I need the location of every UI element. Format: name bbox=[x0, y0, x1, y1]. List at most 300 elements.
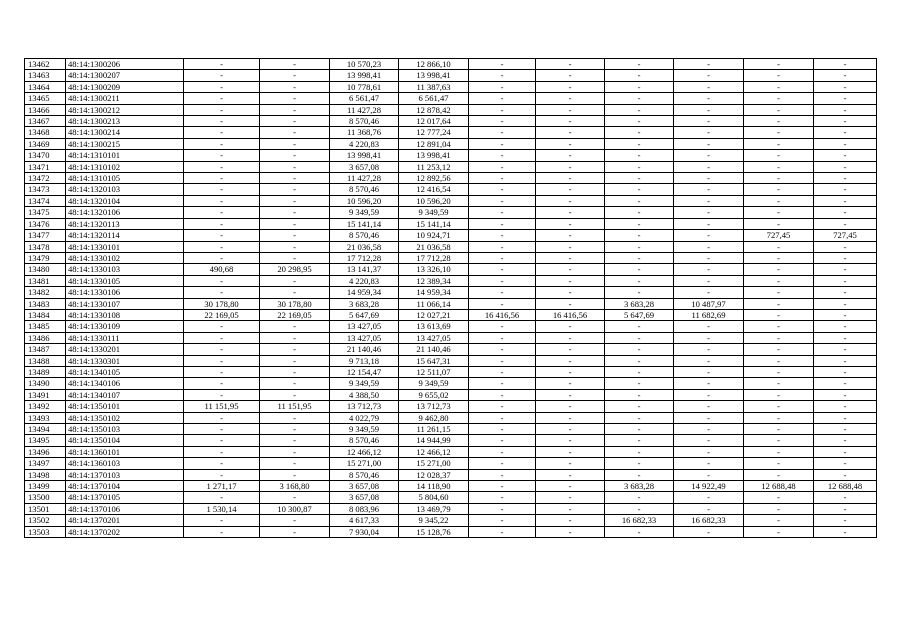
value-cell: 4 022,79 bbox=[330, 412, 399, 423]
value-cell: - bbox=[814, 173, 877, 184]
row-number-cell: 13476 bbox=[25, 218, 66, 229]
row-number-cell: 13474 bbox=[25, 195, 66, 206]
row-number-cell: 13464 bbox=[25, 81, 66, 92]
value-cell: - bbox=[469, 355, 536, 366]
row-number-cell: 13493 bbox=[25, 412, 66, 423]
value-cell: - bbox=[469, 59, 536, 70]
value-cell: - bbox=[674, 287, 744, 298]
value-cell: - bbox=[184, 378, 260, 389]
table-row bbox=[25, 150, 877, 161]
row-number-cell: 13470 bbox=[25, 150, 66, 161]
value-cell: 6 561,47 bbox=[330, 93, 399, 104]
value-cell: - bbox=[184, 355, 260, 366]
cadastral-number-cell: 48:14:1320113 bbox=[66, 218, 184, 229]
value-cell: 12 866,10 bbox=[399, 59, 469, 70]
value-cell: 15 141,14 bbox=[330, 218, 399, 229]
value-cell: - bbox=[260, 355, 330, 366]
value-cell: - bbox=[744, 116, 814, 127]
value-cell: 12 511,07 bbox=[399, 366, 469, 377]
value-cell: - bbox=[260, 412, 330, 423]
value-cell: 3 657,08 bbox=[330, 492, 399, 503]
value-cell: 11 427,28 bbox=[330, 173, 399, 184]
value-cell: - bbox=[605, 344, 674, 355]
value-cell: - bbox=[469, 458, 536, 469]
value-cell: - bbox=[814, 366, 877, 377]
value-cell: 14 944,99 bbox=[399, 435, 469, 446]
value-cell: 12 389,34 bbox=[399, 275, 469, 286]
value-cell: 7 930,04 bbox=[330, 526, 399, 537]
value-cell: - bbox=[184, 469, 260, 480]
value-cell: - bbox=[744, 378, 814, 389]
table-row bbox=[25, 492, 877, 503]
value-cell: - bbox=[814, 446, 877, 457]
value-cell: 4 617,33 bbox=[330, 515, 399, 526]
value-cell: - bbox=[814, 355, 877, 366]
row-number-cell: 13462 bbox=[25, 59, 66, 70]
value-cell: - bbox=[605, 230, 674, 241]
table-row bbox=[25, 161, 877, 172]
value-cell: 12 154,47 bbox=[330, 366, 399, 377]
value-cell: - bbox=[184, 161, 260, 172]
value-cell: - bbox=[674, 241, 744, 252]
value-cell: - bbox=[674, 150, 744, 161]
value-cell: - bbox=[260, 127, 330, 138]
value-cell: 13 712,73 bbox=[399, 401, 469, 412]
value-cell: - bbox=[674, 138, 744, 149]
value-cell: 1 530,14 bbox=[184, 503, 260, 514]
value-cell: - bbox=[469, 230, 536, 241]
row-number-cell: 13496 bbox=[25, 446, 66, 457]
table-row bbox=[25, 173, 877, 184]
value-cell: - bbox=[184, 332, 260, 343]
value-cell: 4 220,83 bbox=[330, 275, 399, 286]
value-cell: 15 271,00 bbox=[330, 458, 399, 469]
value-cell: 5 647,69 bbox=[605, 309, 674, 320]
value-cell: - bbox=[184, 116, 260, 127]
value-cell: - bbox=[184, 184, 260, 195]
value-cell: - bbox=[605, 435, 674, 446]
value-cell: - bbox=[184, 70, 260, 81]
value-cell: 1 271,17 bbox=[184, 481, 260, 492]
value-cell: - bbox=[469, 275, 536, 286]
cadastral-number-cell: 48:14:1300207 bbox=[66, 70, 184, 81]
value-cell: - bbox=[469, 150, 536, 161]
value-cell: - bbox=[605, 503, 674, 514]
value-cell: - bbox=[744, 150, 814, 161]
value-cell: - bbox=[674, 275, 744, 286]
value-cell: - bbox=[605, 287, 674, 298]
value-cell: - bbox=[744, 515, 814, 526]
value-cell: - bbox=[744, 526, 814, 537]
row-number-cell: 13487 bbox=[25, 344, 66, 355]
value-cell: - bbox=[536, 515, 605, 526]
value-cell: - bbox=[814, 138, 877, 149]
value-cell: - bbox=[605, 138, 674, 149]
value-cell: 12 892,56 bbox=[399, 173, 469, 184]
value-cell: - bbox=[184, 241, 260, 252]
value-cell: - bbox=[536, 287, 605, 298]
row-number-cell: 13502 bbox=[25, 515, 66, 526]
value-cell: - bbox=[184, 389, 260, 400]
value-cell: - bbox=[536, 389, 605, 400]
value-cell: - bbox=[260, 344, 330, 355]
value-cell: - bbox=[605, 184, 674, 195]
table-row bbox=[25, 424, 877, 435]
value-cell: - bbox=[605, 332, 674, 343]
value-cell: 10 924,71 bbox=[399, 230, 469, 241]
cadastral-number-cell: 48:14:1370106 bbox=[66, 503, 184, 514]
cadastral-number-cell: 48:14:1330106 bbox=[66, 287, 184, 298]
value-cell: - bbox=[744, 366, 814, 377]
value-cell: 11 151,95 bbox=[184, 401, 260, 412]
value-cell: 3 657,08 bbox=[330, 161, 399, 172]
value-cell: - bbox=[814, 104, 877, 115]
row-number-cell: 13495 bbox=[25, 435, 66, 446]
value-cell: - bbox=[814, 81, 877, 92]
value-cell: - bbox=[744, 435, 814, 446]
value-cell: 8 570,46 bbox=[330, 469, 399, 480]
value-cell: - bbox=[744, 389, 814, 400]
value-cell: - bbox=[536, 81, 605, 92]
value-cell: - bbox=[605, 275, 674, 286]
value-cell: 13 998,41 bbox=[330, 150, 399, 161]
row-number-cell: 13480 bbox=[25, 264, 66, 275]
cadastral-number-cell: 48:14:1310102 bbox=[66, 161, 184, 172]
value-cell: - bbox=[744, 492, 814, 503]
value-cell: 14 959,34 bbox=[330, 287, 399, 298]
value-cell: 13 141,37 bbox=[330, 264, 399, 275]
row-number-cell: 13481 bbox=[25, 275, 66, 286]
row-number-cell: 13500 bbox=[25, 492, 66, 503]
value-cell: - bbox=[469, 492, 536, 503]
value-cell: - bbox=[814, 401, 877, 412]
value-cell: - bbox=[536, 298, 605, 309]
table-row bbox=[25, 389, 877, 400]
value-cell: - bbox=[744, 161, 814, 172]
table-row bbox=[25, 195, 877, 206]
value-cell: - bbox=[536, 332, 605, 343]
value-cell: - bbox=[260, 93, 330, 104]
table-row bbox=[25, 59, 877, 70]
value-cell: - bbox=[260, 195, 330, 206]
value-cell: - bbox=[814, 207, 877, 218]
cadastral-number-cell: 48:14:1320103 bbox=[66, 184, 184, 195]
value-cell: - bbox=[260, 378, 330, 389]
row-number-cell: 13478 bbox=[25, 241, 66, 252]
value-cell: - bbox=[814, 298, 877, 309]
value-cell: - bbox=[814, 150, 877, 161]
value-cell: - bbox=[744, 264, 814, 275]
value-cell: - bbox=[744, 401, 814, 412]
value-cell: - bbox=[814, 526, 877, 537]
row-number-cell: 13477 bbox=[25, 230, 66, 241]
cadastral-number-cell: 48:14:1350101 bbox=[66, 401, 184, 412]
table-row bbox=[25, 309, 877, 320]
value-cell: - bbox=[536, 264, 605, 275]
cadastral-number-cell: 48:14:1340106 bbox=[66, 378, 184, 389]
value-cell: - bbox=[260, 515, 330, 526]
value-cell: - bbox=[814, 344, 877, 355]
value-cell: - bbox=[605, 492, 674, 503]
value-cell: - bbox=[536, 378, 605, 389]
value-cell: - bbox=[814, 59, 877, 70]
value-cell: - bbox=[536, 446, 605, 457]
value-cell: - bbox=[260, 207, 330, 218]
cadastral-number-cell: 48:14:1320114 bbox=[66, 230, 184, 241]
table-row bbox=[25, 93, 877, 104]
table-row bbox=[25, 503, 877, 514]
table-row bbox=[25, 184, 877, 195]
cadastral-number-cell: 48:14:1340105 bbox=[66, 366, 184, 377]
cadastral-number-cell: 48:14:1370104 bbox=[66, 481, 184, 492]
value-cell: - bbox=[536, 355, 605, 366]
value-cell: 22 169,05 bbox=[184, 309, 260, 320]
value-cell: - bbox=[674, 366, 744, 377]
value-cell: 14 959,34 bbox=[399, 287, 469, 298]
row-number-cell: 13468 bbox=[25, 127, 66, 138]
value-cell: - bbox=[744, 59, 814, 70]
cadastral-number-cell: 48:14:1360101 bbox=[66, 446, 184, 457]
row-number-cell: 13473 bbox=[25, 184, 66, 195]
value-cell: - bbox=[605, 366, 674, 377]
cadastral-number-cell: 48:14:1350104 bbox=[66, 435, 184, 446]
value-cell: 8 570,46 bbox=[330, 230, 399, 241]
cadastral-number-cell: 48:14:1320106 bbox=[66, 207, 184, 218]
value-cell: - bbox=[814, 287, 877, 298]
value-cell: 15 128,76 bbox=[399, 526, 469, 537]
value-cell: 17 712,28 bbox=[330, 252, 399, 263]
value-cell: - bbox=[674, 173, 744, 184]
value-cell: - bbox=[184, 127, 260, 138]
cadastral-number-cell: 48:14:1300213 bbox=[66, 116, 184, 127]
cadastral-number-cell: 48:14:1330103 bbox=[66, 264, 184, 275]
value-cell: 12 027,21 bbox=[399, 309, 469, 320]
value-cell: - bbox=[814, 503, 877, 514]
value-cell: - bbox=[184, 515, 260, 526]
value-cell: - bbox=[814, 412, 877, 423]
value-cell: - bbox=[605, 401, 674, 412]
value-cell: - bbox=[184, 81, 260, 92]
value-cell: 13 427,05 bbox=[330, 321, 399, 332]
value-cell: - bbox=[605, 104, 674, 115]
value-cell: - bbox=[605, 241, 674, 252]
value-cell: - bbox=[184, 252, 260, 263]
value-cell: - bbox=[605, 173, 674, 184]
table-row bbox=[25, 81, 877, 92]
value-cell: - bbox=[605, 321, 674, 332]
cadastral-number-cell: 48:14:1310101 bbox=[66, 150, 184, 161]
value-cell: - bbox=[674, 378, 744, 389]
table-row bbox=[25, 344, 877, 355]
value-cell: - bbox=[536, 104, 605, 115]
value-cell: - bbox=[814, 309, 877, 320]
value-cell: - bbox=[814, 469, 877, 480]
value-cell: - bbox=[814, 458, 877, 469]
value-cell: - bbox=[469, 503, 536, 514]
table-row bbox=[25, 138, 877, 149]
value-cell: 13 998,41 bbox=[399, 70, 469, 81]
value-cell: - bbox=[605, 252, 674, 263]
value-cell: - bbox=[605, 264, 674, 275]
cadastral-number-cell: 48:14:1300206 bbox=[66, 59, 184, 70]
value-cell: 30 178,80 bbox=[260, 298, 330, 309]
value-cell: - bbox=[260, 492, 330, 503]
value-cell: - bbox=[469, 332, 536, 343]
value-cell: - bbox=[469, 161, 536, 172]
value-cell: - bbox=[260, 230, 330, 241]
row-number-cell: 13482 bbox=[25, 287, 66, 298]
value-cell: - bbox=[536, 435, 605, 446]
value-cell: - bbox=[744, 241, 814, 252]
value-cell: 12 878,42 bbox=[399, 104, 469, 115]
value-cell: - bbox=[605, 93, 674, 104]
value-cell: - bbox=[744, 104, 814, 115]
value-cell: - bbox=[605, 161, 674, 172]
cadastral-number-cell: 48:14:1360103 bbox=[66, 458, 184, 469]
table-row bbox=[25, 104, 877, 115]
value-cell: 9 349,59 bbox=[330, 207, 399, 218]
table-row bbox=[25, 332, 877, 343]
value-cell: - bbox=[605, 59, 674, 70]
value-cell: - bbox=[184, 138, 260, 149]
cadastral-number-cell: 48:14:1300209 bbox=[66, 81, 184, 92]
value-cell: - bbox=[605, 218, 674, 229]
value-cell: - bbox=[674, 195, 744, 206]
value-cell: - bbox=[536, 366, 605, 377]
value-cell: - bbox=[605, 389, 674, 400]
value-cell: - bbox=[536, 150, 605, 161]
value-cell: - bbox=[814, 332, 877, 343]
cadastral-number-cell: 48:14:1300215 bbox=[66, 138, 184, 149]
value-cell: - bbox=[674, 435, 744, 446]
value-cell: - bbox=[744, 355, 814, 366]
table-row bbox=[25, 469, 877, 480]
row-number-cell: 13491 bbox=[25, 389, 66, 400]
value-cell: - bbox=[814, 515, 877, 526]
value-cell: - bbox=[814, 195, 877, 206]
value-cell: - bbox=[469, 446, 536, 457]
table-row bbox=[25, 401, 877, 412]
value-cell: - bbox=[674, 264, 744, 275]
value-cell: - bbox=[469, 116, 536, 127]
value-cell: 10 487,97 bbox=[674, 298, 744, 309]
value-cell: - bbox=[536, 424, 605, 435]
table-row bbox=[25, 481, 877, 492]
value-cell: - bbox=[469, 378, 536, 389]
value-cell: - bbox=[605, 70, 674, 81]
value-cell: - bbox=[260, 173, 330, 184]
value-cell: - bbox=[744, 127, 814, 138]
cadastral-number-cell: 48:14:1330109 bbox=[66, 321, 184, 332]
value-cell: - bbox=[536, 127, 605, 138]
value-cell: - bbox=[744, 309, 814, 320]
value-cell: 3 657,08 bbox=[330, 481, 399, 492]
table-row bbox=[25, 275, 877, 286]
value-cell: - bbox=[260, 469, 330, 480]
value-cell: - bbox=[536, 230, 605, 241]
table-row bbox=[25, 287, 877, 298]
cadastral-number-cell: 48:14:1370105 bbox=[66, 492, 184, 503]
value-cell: - bbox=[674, 321, 744, 332]
table-row bbox=[25, 321, 877, 332]
value-cell: - bbox=[814, 127, 877, 138]
value-cell: - bbox=[536, 195, 605, 206]
table-row bbox=[25, 435, 877, 446]
value-cell: - bbox=[184, 446, 260, 457]
value-cell: - bbox=[536, 161, 605, 172]
row-number-cell: 13475 bbox=[25, 207, 66, 218]
value-cell: - bbox=[674, 70, 744, 81]
value-cell: 12 017,64 bbox=[399, 116, 469, 127]
value-cell: - bbox=[184, 412, 260, 423]
value-cell: - bbox=[260, 138, 330, 149]
value-cell: 9 713,18 bbox=[330, 355, 399, 366]
value-cell: 13 998,41 bbox=[399, 150, 469, 161]
value-cell: - bbox=[744, 412, 814, 423]
value-cell: 13 469,79 bbox=[399, 503, 469, 514]
value-cell: - bbox=[605, 355, 674, 366]
value-cell: - bbox=[184, 104, 260, 115]
value-cell: - bbox=[260, 184, 330, 195]
value-cell: - bbox=[744, 446, 814, 457]
cadastral-number-cell: 48:14:1350103 bbox=[66, 424, 184, 435]
value-cell: - bbox=[674, 469, 744, 480]
value-cell: - bbox=[184, 492, 260, 503]
cadastral-number-cell: 48:14:1350102 bbox=[66, 412, 184, 423]
value-cell: 8 083,96 bbox=[330, 503, 399, 514]
cadastral-number-cell: 48:14:1370201 bbox=[66, 515, 184, 526]
value-cell: 20 298,95 bbox=[260, 264, 330, 275]
row-number-cell: 13485 bbox=[25, 321, 66, 332]
value-cell: - bbox=[260, 81, 330, 92]
value-cell: - bbox=[674, 332, 744, 343]
cadastral-number-cell: 48:14:1310105 bbox=[66, 173, 184, 184]
cadastral-number-cell: 48:14:1330301 bbox=[66, 355, 184, 366]
value-cell: - bbox=[744, 93, 814, 104]
value-cell: - bbox=[536, 207, 605, 218]
value-cell: - bbox=[744, 252, 814, 263]
table-row bbox=[25, 241, 877, 252]
value-cell: 3 683,28 bbox=[330, 298, 399, 309]
cadastral-number-cell: 48:14:1370202 bbox=[66, 526, 184, 537]
value-cell: - bbox=[260, 435, 330, 446]
row-number-cell: 13492 bbox=[25, 401, 66, 412]
value-cell: - bbox=[536, 412, 605, 423]
value-cell: - bbox=[469, 287, 536, 298]
value-cell: - bbox=[744, 207, 814, 218]
value-cell: 12 466,12 bbox=[330, 446, 399, 457]
value-cell: 9 349,59 bbox=[399, 207, 469, 218]
value-cell: - bbox=[184, 344, 260, 355]
value-cell: 4 220,83 bbox=[330, 138, 399, 149]
value-cell: 9 349,59 bbox=[330, 378, 399, 389]
value-cell: 9 349,59 bbox=[399, 378, 469, 389]
value-cell: 12 466,12 bbox=[399, 446, 469, 457]
value-cell: 16 416,56 bbox=[469, 309, 536, 320]
value-cell: - bbox=[184, 275, 260, 286]
row-number-cell: 13484 bbox=[25, 309, 66, 320]
value-cell: 11 387,63 bbox=[399, 81, 469, 92]
value-cell: - bbox=[536, 93, 605, 104]
value-cell: - bbox=[744, 184, 814, 195]
value-cell: - bbox=[469, 195, 536, 206]
cadastral-number-cell: 48:14:1340107 bbox=[66, 389, 184, 400]
value-cell: - bbox=[184, 435, 260, 446]
row-number-cell: 13503 bbox=[25, 526, 66, 537]
table-row bbox=[25, 218, 877, 229]
table-row bbox=[25, 458, 877, 469]
cadastral-number-cell: 48:14:1330201 bbox=[66, 344, 184, 355]
